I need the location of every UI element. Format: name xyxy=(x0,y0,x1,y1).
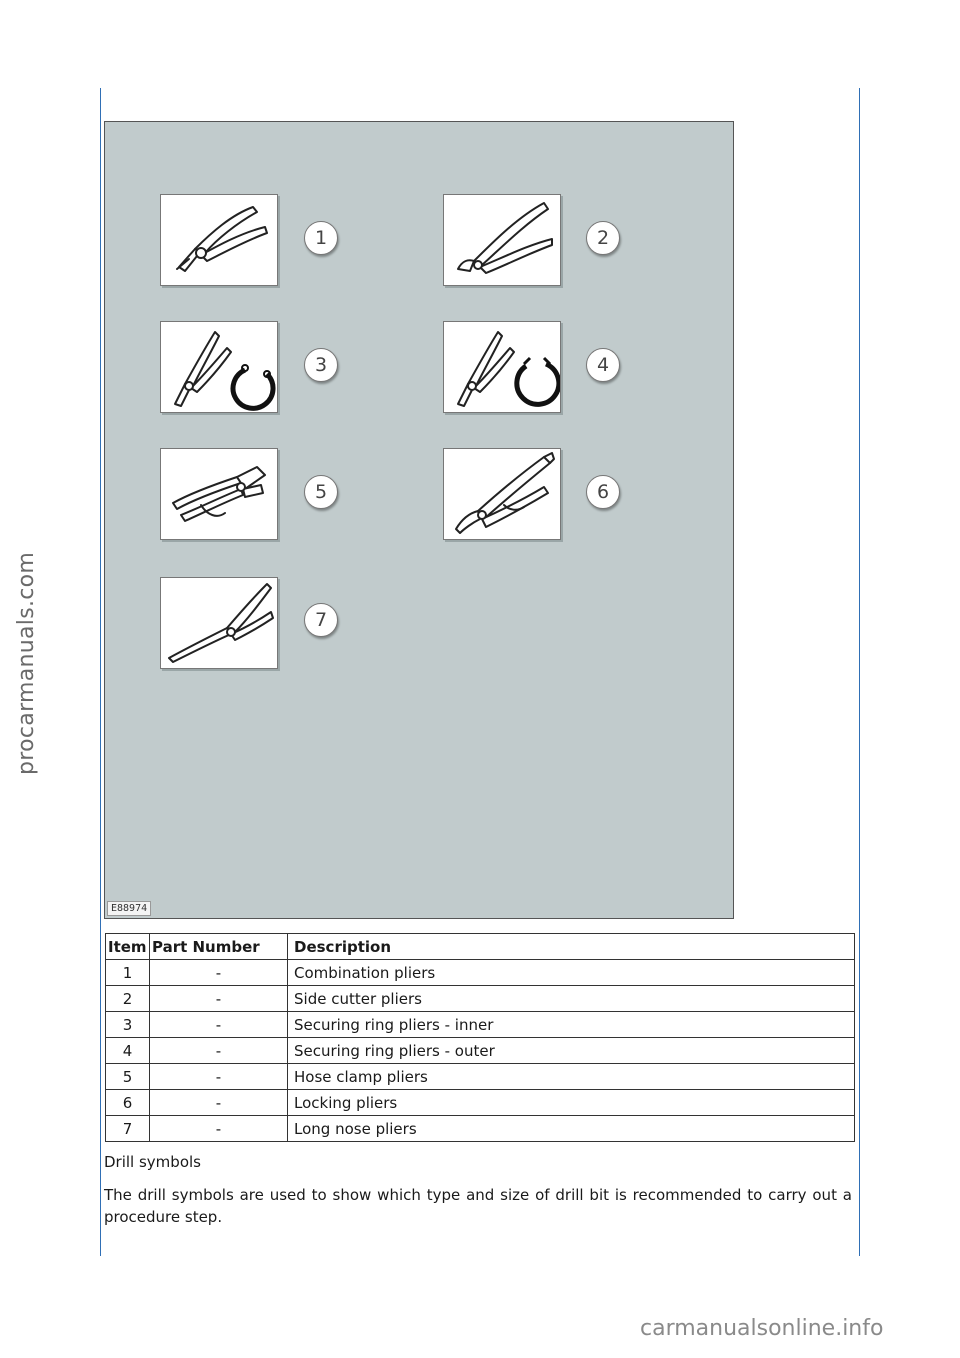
table-row xyxy=(106,1116,855,1142)
callout-3: 3 xyxy=(304,348,338,382)
table-row xyxy=(106,1090,855,1116)
item-number: 1 xyxy=(106,960,150,986)
column-header-item: Item xyxy=(106,934,150,960)
side-cutter-pliers-icon xyxy=(443,194,561,286)
column-header-part-number: Part Number xyxy=(150,934,288,960)
pliers-illustration xyxy=(104,121,734,919)
table-row xyxy=(106,1012,855,1038)
section-title: Drill symbols xyxy=(104,1153,201,1171)
hose-clamp-pliers-icon xyxy=(160,448,278,540)
description: Securing ring pliers - outer xyxy=(288,1038,855,1064)
table-row xyxy=(106,1064,855,1090)
callout-2: 2 xyxy=(586,221,620,255)
securing-ring-pliers-outer-icon xyxy=(443,321,561,413)
description: Hose clamp pliers xyxy=(288,1064,855,1090)
item-number: 4 xyxy=(106,1038,150,1064)
item-number: 2 xyxy=(106,986,150,1012)
item-number: 3 xyxy=(106,1012,150,1038)
callout-1: 1 xyxy=(304,221,338,255)
left-margin-rule xyxy=(100,88,101,1256)
part-number: - xyxy=(150,986,288,1012)
side-watermark: procarmanuals.com xyxy=(14,551,39,775)
description: Long nose pliers xyxy=(288,1116,855,1142)
column-header-description: Description xyxy=(288,934,855,960)
item-number: 5 xyxy=(106,1064,150,1090)
table-row xyxy=(106,986,855,1012)
part-number: - xyxy=(150,1090,288,1116)
description: Side cutter pliers xyxy=(288,986,855,1012)
parts-table xyxy=(105,933,855,1142)
bottom-watermark: carmanualsonline.info xyxy=(640,1316,884,1341)
part-number: - xyxy=(150,1116,288,1142)
callout-6: 6 xyxy=(586,475,620,509)
callout-7: 7 xyxy=(304,603,338,637)
item-number: 6 xyxy=(106,1090,150,1116)
securing-ring-pliers-inner-icon xyxy=(160,321,278,413)
description: Securing ring pliers - inner xyxy=(288,1012,855,1038)
description: Locking pliers xyxy=(288,1090,855,1116)
part-number: - xyxy=(150,1064,288,1090)
callout-5: 5 xyxy=(304,475,338,509)
item-number: 7 xyxy=(106,1116,150,1142)
table-row xyxy=(106,960,855,986)
table-row xyxy=(106,1038,855,1064)
table-header-row xyxy=(106,934,855,960)
combination-pliers-icon xyxy=(160,194,278,286)
part-number: - xyxy=(150,960,288,986)
figure-id-label: E88974 xyxy=(107,901,151,916)
long-nose-pliers-icon xyxy=(160,577,278,669)
callout-4: 4 xyxy=(586,348,620,382)
part-number: - xyxy=(150,1012,288,1038)
locking-pliers-icon xyxy=(443,448,561,540)
right-margin-rule xyxy=(859,88,860,1256)
body-paragraph: The drill symbols are used to show which type and size of drill bit is recommended to carry out a procedure step. xyxy=(104,1186,852,1226)
description: Combination pliers xyxy=(288,960,855,986)
part-number: - xyxy=(150,1038,288,1064)
